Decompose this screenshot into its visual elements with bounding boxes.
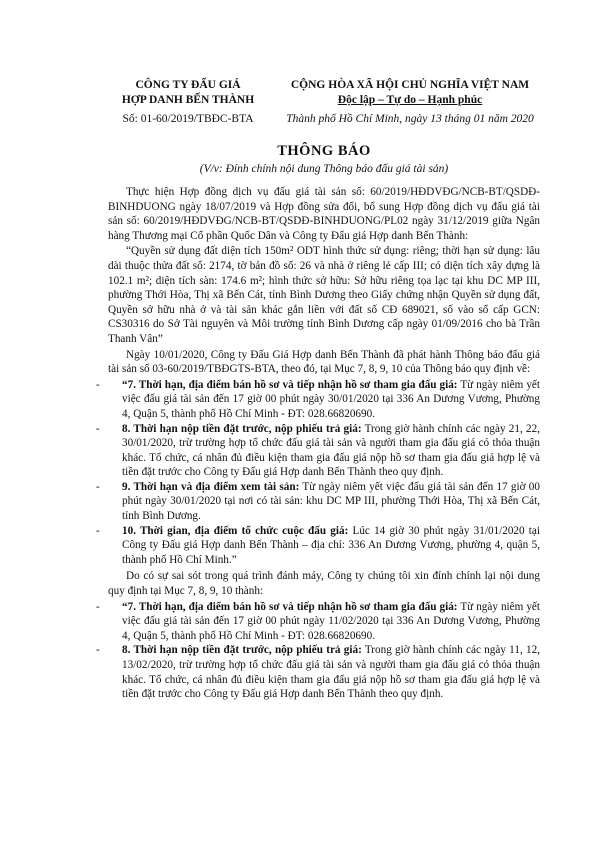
issuer-name-line1: CÔNG TY ĐẤU GIÁ <box>135 79 241 91</box>
issuer-name-line2: HỢP DANH BẾN THÀNH <box>121 94 255 106</box>
issuer-block <box>108 78 268 127</box>
paragraph-asset-description: “Quyền sử dụng đất diện tích 150m² ODT hình thức sử dụng: riêng; thời hạn sử dụng: lâu dài thuộc thửa đất số: 2174, tờ bản đồ số: 26 và nhà ở riêng lẻ cấp III; có diện tích xây dựng là 102.1 m²; diện tích sàn: 174.6 m²; hình thức sở hữu: Sở hữu riêng tọa lạc tại khu DC MP III, phường Thới Hòa, Thị xã Bến Cát, tỉnh Bình Dương theo Giấy chứng nhận Quyền sử dụng đất, Quyền sở hữu nhà ở và tài sản khác gắn liền với đất số CĐ 689021, số vào sổ cấp GCN: CS30316 do Sở Tài nguyên và Môi trường tỉnh Bình Dương cấp ngày 01/09/2016 cho bà Trần Thanh Vân” <box>108 245 540 345</box>
document-body <box>96 185 541 702</box>
paragraph-contract: Thực hiện Hợp đồng dịch vụ đấu giá tài sản số: 60/2019/HĐDVĐG/NCB-BT/QSDĐ-BINHDUONG ngày 18/07/2019 và Hợp đồng sửa đổi, bổ sung Hợp đồng dịch vụ đấu giá tài sản số: 60/2019/HĐDVĐG/NCB-BT/QSDĐ-BINHDUONG/PL02 ngày 31/12/2019 giữa Ngân hàng Thương mại Cổ phần Quốc Dân và Công ty Đấu giá Hợp danh Bến Thành: <box>108 186 540 242</box>
list-item: - 9. Thời hạn và địa điểm xem tài sản: Từ ngày niêm yết việc đấu giá tài sản đến 17 giờ 00 phút ngày 30/01/2020 tại nơi có tài sản: khu DC MP III, phường Thới Hòa, Thị xã Bến Cát, tỉnh Bình Dương. <box>96 480 540 523</box>
document-header <box>108 78 540 127</box>
national-heading-block <box>280 78 540 127</box>
paragraph-original-notice: Ngày 10/01/2020, Công ty Đấu Giá Hợp danh Bến Thành đã phát hành Thông báo đấu giá tài sản số 03-60/2019/TBĐGTS-BTA, theo đó, tại Mục 7, 8, 9, 10 của Thông báo quy định về: <box>108 348 540 376</box>
list-item: - 8. Thời hạn nộp tiền đặt trước, nộp phiếu trả giá: Trong giờ hành chính các ngày 21, 22, 30/01/2020, trừ trường hợp tổ chức đấu giá tài sản và người tham gia đấu giá có thỏa thuận khác. Tổ chức, cá nhân đủ điều kiện tham gia đấu giá nộp hồ sơ tham gia đấu giá hợp lệ và tiền đặt trước cho Công ty Đấu giá Hợp danh Bến Thành theo quy định. <box>96 422 541 479</box>
nation-name: CỘNG HÒA XÃ HỘI CHỦ NGHĨA VIỆT NAM <box>290 79 530 91</box>
document-title: THÔNG BÁO <box>277 143 371 159</box>
document-subtitle: (V/v: Đính chính nội dung Thông báo đấu giá tài sản) <box>199 163 449 175</box>
place-and-date: Thành phố Hồ Chí Minh, ngày 13 tháng 01 năm 2020 <box>286 113 534 125</box>
paragraph-correction: Do có sự sai sót trong quá trình đánh máy, Công ty chúng tôi xin đính chính lại nội dung quy định tại Mục 7, 8, 9, 10 thành: <box>108 570 540 598</box>
original-items-list <box>96 378 541 568</box>
document-number: Số: 01-60/2019/TBĐC-BTA <box>122 113 254 125</box>
corrected-items-list <box>96 600 540 702</box>
list-item: - “7. Thời hạn, địa điểm bán hồ sơ và tiếp nhận hồ sơ tham gia đấu giá: Từ ngày niêm yết việc đấu giá tài sản đến 17 giờ 00 phút ngày 11/02/2020 tại 336 An Dương Vương, Phường 4, Quận 5, thành phố Hồ Chí Minh - ĐT: 028.66820690. <box>96 600 540 642</box>
national-motto: Độc lập – Tự do – Hạnh phúc <box>337 94 483 106</box>
list-item: - 10. Thời gian, địa điểm tổ chức cuộc đấu giá: Lúc 14 giờ 30 phút ngày 31/01/2020 tại Công ty Đấu giá Hợp danh Bến Thành – địa chỉ: 336 An Dương Vương, phường 4, quận 5, thành phố Hồ Chí Minh.” <box>96 524 540 566</box>
list-item: - 8. Thời hạn nộp tiền đặt trước, nộp phiếu trả giá: Trong giờ hành chính các ngày 11, 12, 13/02/2020, trừ trường hợp tổ chức đấu giá tài sản và người tham gia đấu giá có thỏa thuận khác. Tổ chức, cá nhân đủ điều kiện tham gia đấu giá nộp hồ sơ tham gia đấu giá hợp lệ và tiền đặt trước cho Công ty Đấu giá Hợp danh Bến Thành theo quy định. <box>96 644 540 701</box>
list-item: - “7. Thời hạn, địa điểm bán hồ sơ và tiếp nhận hồ sơ tham gia đấu giá: Từ ngày niêm yết việc đấu giá tài sản đến 17 giờ 00 phút ngày 30/01/2020 tại 336 An Dương Vương, Phường 4, Quận 5, thành phố Hồ Chí Minh - ĐT: 028.66820690. <box>96 378 540 420</box>
